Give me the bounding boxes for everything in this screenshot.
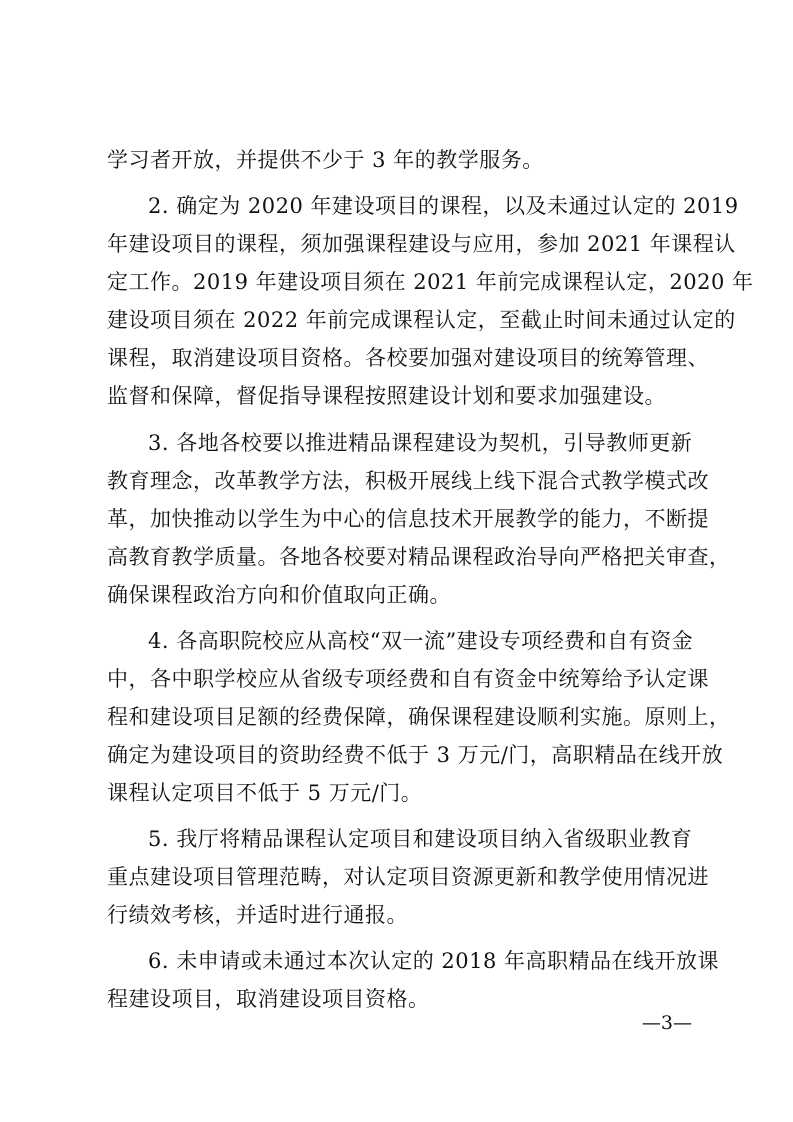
text-line: 程建设项目，取消建设项目资格。	[107, 987, 430, 1011]
text-line: 5. 我厅将精品课程认定项目和建设项目纳入省级职业教育	[148, 827, 693, 851]
text-line: 中，各中职学校应从省级专项经费和自有资金中统筹给予认定课	[107, 667, 709, 691]
text-line: 学习者开放，并提供不少于 3 年的教学服务。	[107, 148, 544, 172]
text-line: 重点建设项目管理范畴，对认定项目资源更新和教学使用情况进	[107, 865, 709, 889]
text-line: 2. 确定为 2020 年建设项目的课程，以及未通过认定的 2019	[148, 194, 739, 218]
text-line: 教育理念，改革教学方法，积极开展线上线下混合式教学模式改	[107, 469, 709, 493]
text-line: 高教育教学质量。各地各校要对精品课程政治导向严格把关审查，	[107, 545, 731, 569]
text-line: 课程，取消建设项目资格。各校要加强对建设项目的统筹管理、	[107, 346, 709, 370]
text-line: 革，加快推动以学生为中心的信息技术开展教学的能力，不断提	[107, 507, 709, 531]
page-number: —3—	[641, 1012, 692, 1034]
text-line: 3. 各地各校要以推进精品课程建设为契机，引导教师更新	[148, 431, 693, 455]
text-line: 年建设项目的课程，须加强课程建设与应用，参加 2021 年课程认	[107, 232, 736, 256]
text-line: 行绩效考核，并适时进行通报。	[107, 903, 408, 927]
text-line: 课程认定项目不低于 5 万元/门。	[107, 781, 423, 805]
text-line: 4. 各高职院校应从高校“双一流”建设专项经费和自有资金	[148, 629, 694, 653]
text-line: 监督和保障，督促指导课程按照建设计划和要求加强建设。	[107, 384, 666, 408]
text-line: 确定为建设项目的资助经费不低于 3 万元/门，高职精品在线开放	[107, 743, 724, 767]
text-line: 确保课程政治方向和价值取向正确。	[107, 583, 451, 607]
text-line: 定工作。2019 年建设项目须在 2021 年前完成课程认定，2020 年	[107, 270, 754, 294]
text-line: 6. 未申请或未通过本次认定的 2018 年高职精品在线开放课	[148, 949, 720, 973]
text-line: 程和建设项目足额的经费保障，确保课程建设顺利实施。原则上，	[107, 705, 731, 729]
text-line: 建设项目须在 2022 年前完成课程认定，至截止时间未通过认定的	[107, 308, 736, 332]
